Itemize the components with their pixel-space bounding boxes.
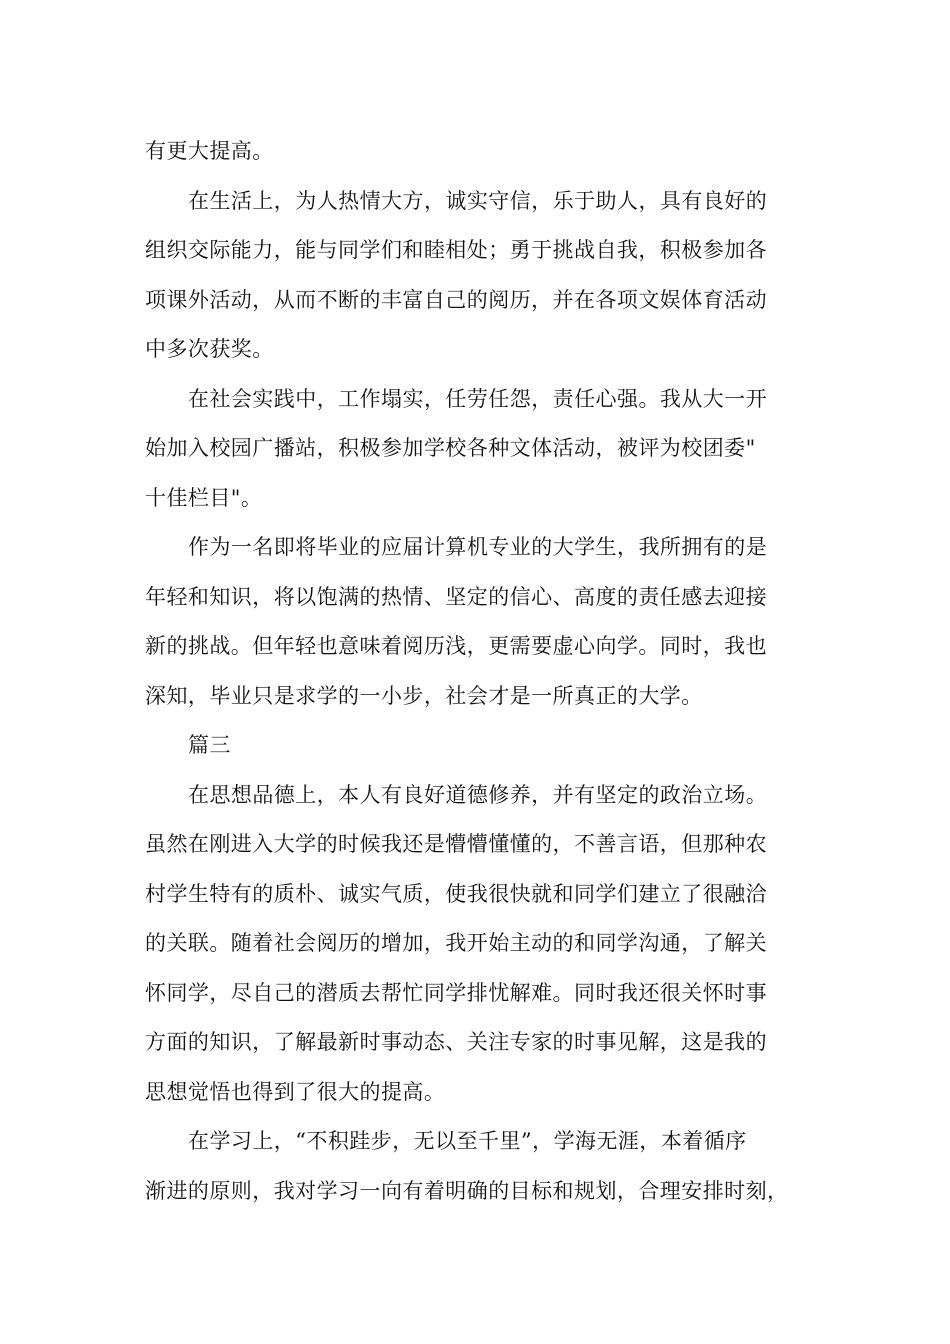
- text-line-19: 方面的知识，了解最新时事动态、关注专家的时事见解，这是我的: [145, 1030, 768, 1054]
- text-line-3: 组织交际能力，能与同学们和睦相处；勇于挑战自我，积极参加各: [145, 238, 768, 262]
- text-line-22: 渐进的原则，我对学习一向有着明确的目标和规划，合理安排时刻，: [145, 1179, 789, 1203]
- section-heading: 篇三: [188, 733, 231, 757]
- text-line-1: 有更大提高。: [145, 139, 274, 163]
- text-line-18: 怀同学，尽自己的潜质去帮忙同学排忧解难。同时我还很关怀时事: [145, 981, 768, 1005]
- text-line-7: 始加入校园广播站，积极参加学校各种文体活动，被评为校团委": [145, 436, 756, 460]
- text-line-2: 在生活上，为人热情大方，诚实守信，乐于助人，具有良好的: [188, 189, 768, 213]
- text-line-8: 十佳栏目"。: [145, 486, 263, 510]
- text-line-6: 在社会实践中，工作塌实，任劳任怨，责任心强。我从大一开: [188, 387, 768, 411]
- text-line-21: 在学习上，“不积跬步，无以至千里”，学海无涯，本着循序: [188, 1129, 747, 1153]
- text-line-14: 在思想品德上，本人有良好道德修养，并有坚定的政治立场。: [188, 783, 768, 807]
- text-line-10: 年轻和知识，将以饱满的热情、坚定的信心、高度的责任感去迎接: [145, 585, 768, 609]
- text-line-4: 项课外活动，从而不断的丰富自己的阅历，并在各项文娱体育活动: [145, 288, 768, 312]
- text-line-20: 思想觉悟也得到了很大的提高。: [145, 1080, 446, 1104]
- text-line-11: 新的挑战。但年轻也意味着阅历浅，更需要虚心向学。同时，我也: [145, 634, 768, 658]
- text-line-9: 作为一名即将毕业的应届计算机专业的大学生，我所拥有的是: [188, 535, 768, 559]
- text-line-16: 村学生特有的质朴、诚实气质，使我很快就和同学们建立了很融洽: [145, 882, 768, 906]
- text-line-15: 虽然在刚进入大学的时候我还是懵懵懂懂的，不善言语，但那种农: [145, 832, 768, 856]
- text-line-5: 中多次获奖。: [145, 337, 274, 361]
- text-line-17: 的关联。随着社会阅历的增加，我开始主动的和同学沟通，了解关: [145, 931, 768, 955]
- text-line-12: 深知，毕业只是求学的一小步，社会才是一所真正的大学。: [145, 684, 703, 708]
